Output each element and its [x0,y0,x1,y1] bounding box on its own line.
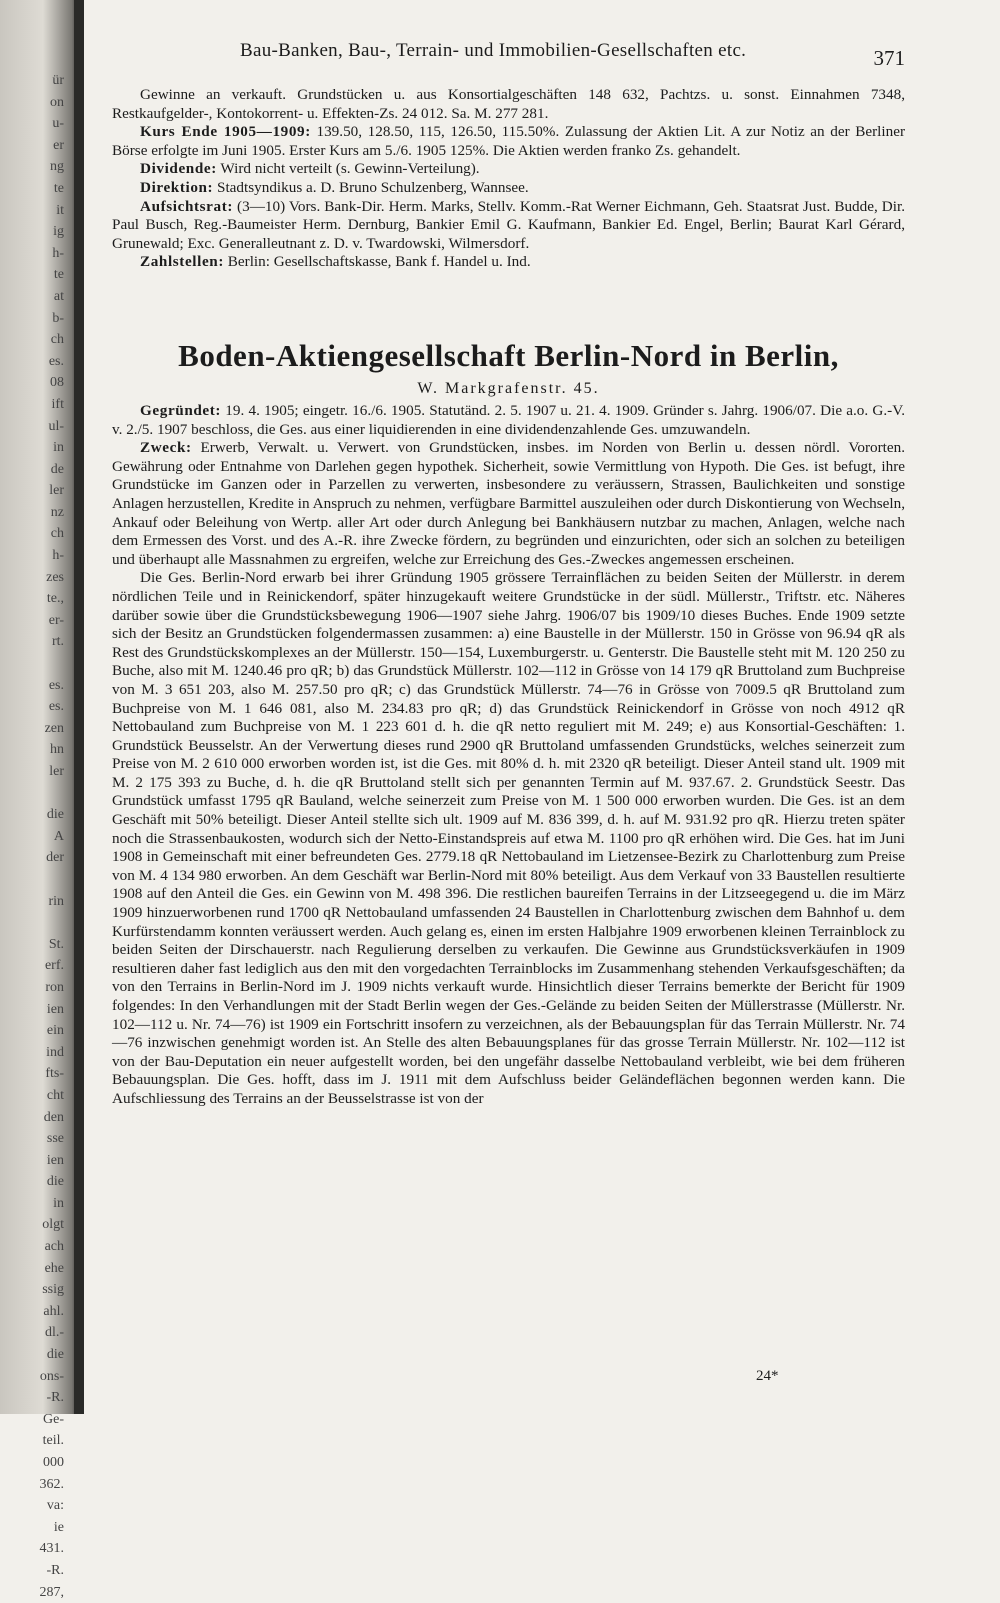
margin-fragment: ig [53,224,64,240]
margin-fragment: A [53,828,64,844]
margin-fragment: ler [49,483,64,499]
margin-fragment: ür [52,73,64,88]
margin-fragment: die [46,807,64,823]
margin-fragment [0,783,64,805]
margin-fragment: rt. [51,634,64,650]
margin-fragment: te [53,267,64,283]
margin-fragment: u- [52,116,64,132]
margin-fragment: Ge- [43,1411,64,1427]
margin-fragment: St. [48,936,64,952]
margin-fragment: die [46,1347,64,1363]
margin-fragment: er [53,137,64,153]
prev-paragraph: Gewinne an verkauft. Grundstücken u. aus Konsortialgeschäften 148 632, Pachtzs. u. sonst. Einnahmen 7348, Restkaufgelder-, Kontokorrent- u. Effekten-Zs. 24 012. Sa. M. 277 281. [112,86,905,122]
margin-fragment: 362. [39,1476,64,1492]
company-entry [112,402,905,1109]
prev-paragraph: Aufsichtsrat: (3—10) Vors. Bank-Dir. Herm. Marks, Stellv. Komm.-Rat Werner Eichmann, Geh. Staatsrat Just. Budde, Dir. Paul Busch, Reg.-Baumeister Herm. Dernburg, Bankier Emil G. Kaufmann, Bankier Ed. Engel, Berlin; Baurat Karl Gérard, Grunewald; Exc. Generalleutnant z. D. v. Twardowski, Wilmersdorf. [112,197,906,252]
section-zweck: Zweck: Erwerb, Verwalt. u. Verwert. von Grundstücken, insbes. im Norden von Berlin u. dessen nördl. Vororten. Gewährung oder Entnahme von Darlehen gegen hypothek. Sicherheit, sowie Vermittlung von Hypoth. Die Ges. ist befugt, ihre Grundstücke im Ganzen oder in Parzellen zu verwerten, insbesondere zu veräussern, Strassen, Baulichkeiten und sonstige Anlagen herzustellen, Kredite in Anspruch zu nehmen, verfügbare Barmittel auszuleihen oder durch Diskontierung von Wechseln, Ankauf oder Beleihung von Wertp. aller Art oder durch Anlegung bei Bankhäusern nutzbar zu machen, Anlagen, welche nach dem Ermessen des Vorst. und des A.-R. ihre Zwecke fördern, zu begründen und einzurichten, oder sich an solchen zu beteiligen und überhaupt alle Massnahmen zu ergreifen, welche zur Erreichung des Ges.-Zweckes angemessen erscheinen. [112,439,906,568]
margin-fragment: te., [46,591,64,607]
section-gegruendet: Gegründet: 19. 4. 1905; eingetr. 16./6. 1905. Statutänd. 2. 5. 1907 u. 21. 4. 1909. Gründer s. Jahrg. 1906/07. Die a.o. G.-V. v. 2./5. 1907 beschloss, die Ges. aus einer liquidierenden in eine dividendenzahlende Ges. umzuwandeln. [112,402,906,438]
margin-fragment: ul- [48,418,64,434]
margin-fragment: h- [52,548,64,564]
margin-fragment [0,912,64,934]
margin-fragment: rin [48,893,64,909]
margin-fragment: ehe [44,1260,64,1276]
margin-fragment: den [43,1109,64,1125]
margin-fragment: teil. [42,1433,64,1449]
margin-fragment: te [53,180,64,196]
prev-paragraph: Kurs Ende 1905—1909: 139.50, 128.50, 115, 126.50, 115.50%. Zulassung der Aktien Lit. A zur Notiz an der Berliner Börse erfolgte im Juni 1905. Erster Kurs am 5./6. 1905 125%. Die Aktien werden franko Zs. gehandelt. [112,123,905,159]
margin-fragment: ien [46,1001,64,1017]
margin-fragment: die [46,1174,64,1190]
margin-fragment: sse [46,1131,64,1147]
prev-paragraph: Dividende: Wird nicht verteilt (s. Gewinn-Verteilung). [140,160,480,178]
margin-fragment: hn [50,742,64,758]
margin-fragment: ssig [42,1282,64,1298]
margin-fragment: ng [50,159,64,175]
book-spine [74,0,84,1414]
margin-fragment: 431. [39,1541,64,1557]
prev-paragraph: Zahlstellen: Berlin: Gesellschaftskasse, Bank f. Handel u. Ind. [140,253,531,271]
margin-fragment: at [53,288,64,304]
margin-fragment: es. [48,699,64,715]
margin-fragment: ein [46,1023,64,1039]
margin-fragment: de [50,461,64,477]
margin-fragment: ach [44,1239,64,1255]
margin-fragment [0,653,64,675]
margin-fragment: 287, [39,1584,64,1600]
margin-fragment: in [53,1195,64,1211]
margin-fragment: ler [49,764,64,779]
margin-fragment: ons- [39,1368,64,1384]
margin-fragment: 08 [50,375,64,391]
margin-fragment: ahl. [43,1303,64,1319]
margin-fragment: it [56,202,64,218]
margin-fragment: ien [46,1152,64,1168]
margin-fragment [0,869,64,891]
margin-fragment: va: [46,1498,64,1514]
margin-fragment: fts- [45,1066,64,1082]
margin-fragment: 000 [43,1455,64,1470]
margin-fragment: on [50,94,64,110]
margin-fragment: ch [50,526,64,542]
margin-fragment: nz [50,504,64,520]
margin-fragment: der [46,850,64,866]
page-number: 371 [873,46,905,70]
margin-fragment: dl.- [44,1325,64,1341]
margin-fragment: ift [51,396,64,412]
margin-fragment: -R. [46,1562,64,1578]
margin-fragment: ind [46,1044,64,1060]
margin-fragment: es. [48,353,64,369]
company-address: W. Markgrafenstr. 45. [417,380,600,397]
facing-page-fragments [0,70,64,1603]
margin-fragment: erf. [44,958,64,974]
margin-fragment: er- [48,612,64,628]
margin-fragment: b- [52,310,64,326]
margin-fragment: zen [44,720,64,736]
margin-fragment: ron [45,979,64,995]
margin-fragment: zes [46,569,64,585]
margin-fragment: h- [52,245,64,261]
running-head: Bau-Banken, Bau-, Terrain- und Immobilien-Gesellschaften etc. [240,40,747,61]
prev-paragraph: Direktion: Stadtsyndikus a. D. Bruno Schulzenberg, Wannsee. [140,178,529,196]
margin-fragment: ch [50,332,64,348]
margin-fragment: cht [46,1087,64,1103]
section-history: Die Ges. Berlin-Nord erwarb bei ihrer Gründung 1905 grössere Terrainflächen zu beiden Seiten der Müllerstr. in derem nördlichen Teile und in Reinickendorf, später hinzugekauft weitere Grundstücke in der südl. Müllerstr., Triftstr. etc. Näheres darüber sowie über die Grundstücksbewegung 1906—1907 siehe Jahrg. 1906/07 bis 1909/10 dieses Buches. Ende 1909 setzte sich der Besitz an Grundstücken folgendermassen zusammen: a) eine Baustelle in der Müllerstr. 150 in Grösse von 96.94 qR als Rest des Grundstückskomplexes an der Müllerstr. 150—154, Luxemburgerstr. u. Genterstr. Die Baustelle steht mit M. 120 250 zu Buche, also mit M. 1240.46 pro qR; b) das Grundstück Müllerstr. 102—112 in Grösse von 14 179 qR Bruttoland zum Buchpreise von M. 3 651 203, also M. 257.50 pro qR; c) das Grundstück Müllerstr. 74—76 in Grösse von 7009.5 qR Bruttoland zum Buchpreise von M. 1 646 081, also M. 234.83 pro qR; d) das Grundstück Reinickendorf in Grösse von noch 4912 qR Nettobauland zum Buchpreise von M. 1 223 601 d. h. die qR netto reguliert mit M. 249; e) aus Konsortial-Geschäften: 1. Grundstück Beusselstr. An der Verwertung dieses rund 2900 qR Bruttoland umfassenden Grundstücks, welches seinerzeit zum Preise von M. 2 610 000 erworben worden ist, ist die Ges. mit 80% d. h. mit 2320 qR beteiligt. Dieser Anteil stand ult. 1909 mit M. 2 175 393 zu Buche, d. h. die qR Bruttoland stellt sich per genannten Termin auf M. 937.67. 2. Grundstück Seestr. Das Grundstück umfasst 1795 qR Bauland, welche seinerzeit zum Preise von M. 1 500 000 erworben wurden. Die Ges. ist an dem Geschäft mit 50% beteiligt. Dieser Anteil stellte sich ult. 1909 auf M. 836 399, d. h. auf M. 931.92 pro qR. Hierzu treten später noch die Strassenbaukosten, wodurch sich der Netto-Einstandspreis auf etwa M. 1100 pro qR erhöhen wird. Die Ges. hat im Juni 1908 in Gemeinschaft mit einer befreundeten Ges. 2779.18 qR Nettobauland im Lietzensee-Bezirk zu Charlottenburg zum Preise von M. 4 134 980 erworben. An dem Geschäft war Berlin-Nord mit 80% beteiligt. Aus dem Verkauf von 33 Baustellen resultierte 1908 auf den Anteil die Ges. ein Gewinn von M. 498 396. Die restlichen baureifen Terrains in der Litzseegegend u. die im März 1909 hinzuerworbenen rund 1700 qR Nettobauland umfassenden 24 Baustellen in Charlottenburg zwischen dem Bahnhof u. dem Kurfürstendamm konnten veräussert werden. Auch gelang es, einen im ersten Halbjahre 1909 erworbenen kleinen Terrainblock zu beiden Seiten der Dirschauerstr. nach Regulierung derselben zu verkaufen. Die Gewinne aus Grundstücksverkäufen in 1909 resultieren daher fast lediglich aus den mit den vorgedachten Terrainblocks im Zusammenhang stehenden Verkaufsgeschäften; da von den Terrains in Berlin-Nord im J. 1909 nichts verkauft wurde. Hinsichtlich dieser Terrains bemerkte der Bericht für 1909 folgendes: In den Verhandlungen mit der Stadt Berlin wegen der Ges.-Gelände zu beiden Seiten der Müllerstrasse (Müllerstr. Nr. 102—112 u. Nr. 74—76) ist 1909 ein Fortschritt insofern zu verzeichnen, als der Bebauungsplan für das Terrain Müllerstr. Nr. 74—76 inzwischen genehmigt worden ist. An Stelle des alten Bebauungsplanes für das grosse Terrain Müllerstr. Nr. 102—112 ist von der Bau-Deputation ein neuer aufgestellt worden, bei den ungefähr dasselbe Nettobauland verbleibt, wie bei dem früheren Bebauungsplan. Die Ges. hofft, dass im J. 1911 mit dem Aufschluss beider Geländeflächen begonnen werden kann. Die Aufschliessung des Terrains an der Beusselstrasse ist von der [112,569,905,1107]
margin-fragment: in [53,440,64,456]
margin-fragment: olgt [42,1217,64,1233]
company-title: Boden-Aktiengesellschaft Berlin-Nord in Berlin, [178,338,839,373]
margin-fragment: es. [48,677,64,693]
previous-entry [112,86,905,272]
margin-fragment: ie [53,1519,64,1535]
margin-fragment: -R. [46,1390,64,1406]
signature-mark: 24* [756,1368,779,1384]
